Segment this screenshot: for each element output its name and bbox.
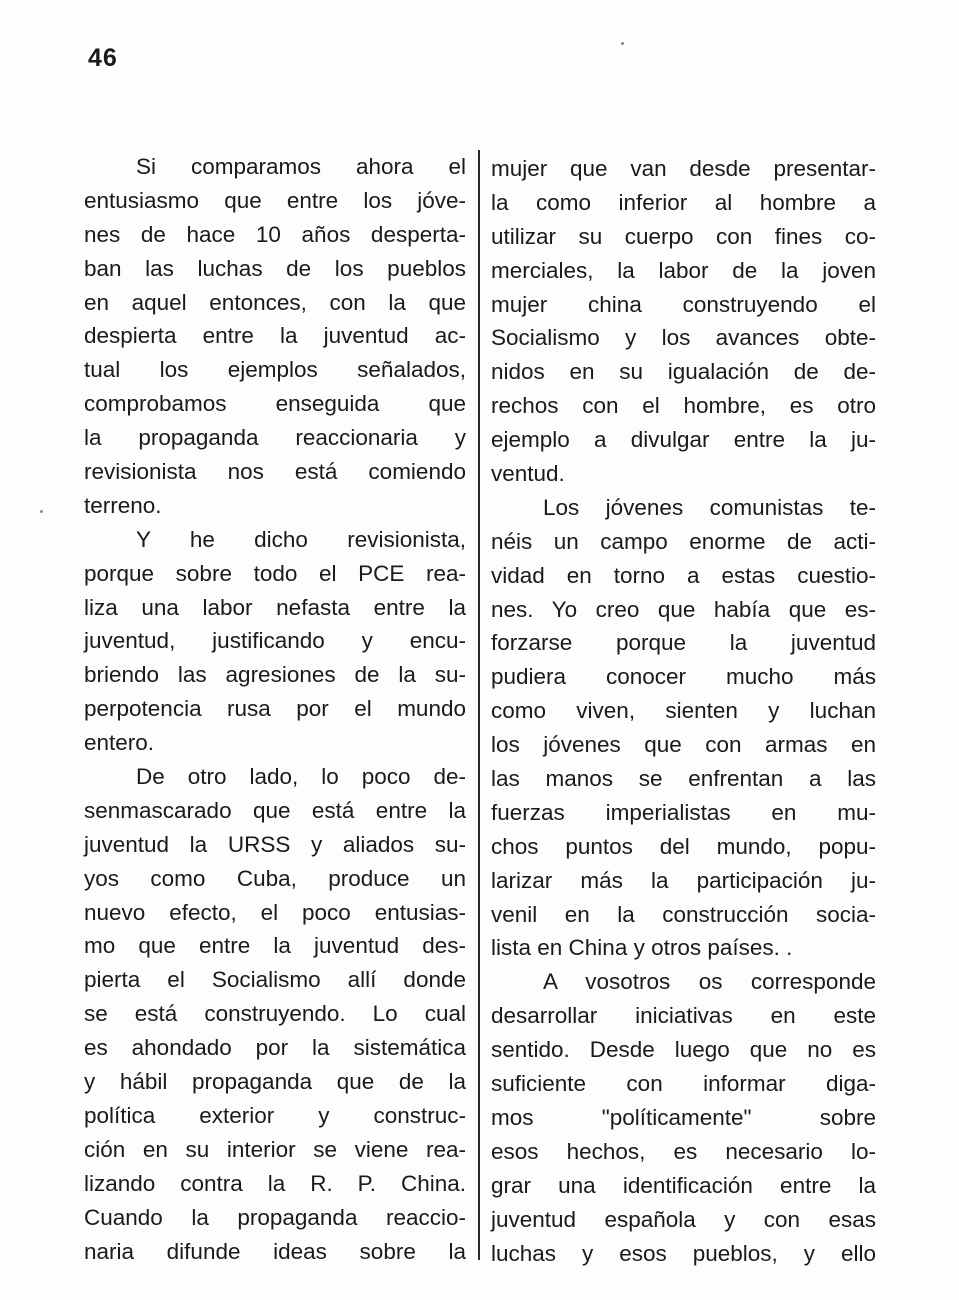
text-line: naria difunde ideas sobre la bbox=[84, 1238, 466, 1264]
scan-speck bbox=[621, 42, 624, 45]
text-line: Y he dicho revisionista, bbox=[136, 526, 466, 552]
text-line: venil en la construcción socia- bbox=[491, 901, 876, 927]
text-line: senmascarado que está entre la bbox=[84, 797, 466, 823]
text-line: tual los ejemplos señalados, bbox=[84, 357, 466, 383]
text-line: nuevo efecto, el poco entusias- bbox=[84, 899, 466, 925]
scan-speck bbox=[40, 510, 43, 513]
text-line: juventud la URSS y aliados su- bbox=[84, 831, 466, 857]
text-line: la como inferior al hombre a bbox=[491, 189, 876, 215]
text-line: A vosotros os corresponde bbox=[543, 969, 876, 995]
text-line: lista en China y otros países. . bbox=[491, 935, 793, 961]
text-line: vidad en torno a estas cuestio- bbox=[491, 562, 876, 588]
text-line: desarrollar iniciativas en este bbox=[491, 1003, 876, 1029]
text-line: entero. bbox=[84, 730, 155, 756]
text-line: De otro lado, lo poco de- bbox=[136, 764, 466, 790]
text-line: merciales, la labor de la joven bbox=[491, 257, 876, 283]
text-line: forzarse porque la juventud bbox=[491, 630, 876, 656]
text-line: pudiera conocer mucho más bbox=[491, 664, 876, 690]
text-line: liza una labor nefasta entre la bbox=[84, 594, 466, 620]
text-line: ejemplo a divulgar entre la ju- bbox=[491, 427, 876, 453]
text-line: nes. Yo creo que había que es- bbox=[491, 596, 876, 622]
text-line: en aquel entonces, con la que bbox=[84, 289, 466, 315]
text-line: política exterior y construc- bbox=[84, 1102, 466, 1128]
text-line: utilizar su cuerpo con fines co- bbox=[491, 223, 876, 249]
right-column bbox=[491, 152, 876, 1270]
text-line: comprobamos enseguida que bbox=[84, 391, 466, 417]
text-line: juventud, justificando y encu- bbox=[84, 628, 466, 654]
text-line: Socialismo y los avances obte- bbox=[491, 325, 876, 351]
left-column bbox=[84, 150, 466, 1268]
text-line: larizar más la participación ju- bbox=[491, 867, 876, 893]
text-line: nes de hace 10 años desperta- bbox=[84, 221, 466, 247]
text-line: rechos con el hombre, es otro bbox=[491, 393, 876, 419]
text-line: es ahondado por la sistemática bbox=[84, 1035, 466, 1061]
text-line: y hábil propaganda que de la bbox=[84, 1069, 466, 1095]
text-line: entusiasmo que entre los jóve- bbox=[84, 187, 466, 213]
text-line: ción en su interior se viene rea- bbox=[84, 1136, 466, 1162]
text-line: néis un campo enorme de acti- bbox=[491, 528, 876, 554]
text-line: las manos se enfrentan a las bbox=[491, 766, 876, 792]
text-line: como viven, sienten y luchan bbox=[491, 698, 876, 724]
column-divider bbox=[478, 150, 480, 1260]
text-line: grar una identificación entre la bbox=[491, 1172, 876, 1198]
text-line: pierta el Socialismo allí donde bbox=[84, 967, 466, 993]
text-line: mo que entre la juventud des- bbox=[84, 933, 466, 959]
text-line: mos "políticamente" sobre bbox=[491, 1104, 876, 1130]
text-line: se está construyendo. Lo cual bbox=[84, 1001, 466, 1027]
text-line: mujer que van desde presentar- bbox=[491, 156, 876, 181]
text-line: suficiente con informar diga- bbox=[491, 1071, 876, 1097]
text-line: briendo las agresiones de la su- bbox=[84, 662, 466, 688]
text-line: luchas y esos pueblos, y ello bbox=[491, 1240, 876, 1266]
text-line: fuerzas imperialistas en mu- bbox=[491, 799, 876, 825]
text-line: yos como Cuba, produce un bbox=[84, 865, 466, 891]
text-line: terreno. bbox=[84, 492, 162, 518]
text-line: chos puntos del mundo, popu- bbox=[491, 833, 876, 859]
text-line: nidos en su igualación de de- bbox=[491, 359, 876, 385]
text-line: despierta entre la juventud ac- bbox=[84, 323, 466, 349]
text-line: sentido. Desde luego que no es bbox=[491, 1037, 876, 1063]
text-line: porque sobre todo el PCE rea- bbox=[84, 560, 466, 586]
text-line: los jóvenes que con armas en bbox=[491, 732, 876, 758]
text-line: esos hechos, es necesario lo- bbox=[491, 1138, 876, 1164]
text-line: Si comparamos ahora el bbox=[136, 154, 466, 179]
text-line: Los jóvenes comunistas te- bbox=[543, 494, 876, 520]
text-line: perpotencia rusa por el mundo bbox=[84, 696, 466, 722]
text-line: ban las luchas de los pueblos bbox=[84, 255, 466, 281]
text-line: revisionista nos está comiendo bbox=[84, 459, 466, 485]
text-line: juventud española y con esas bbox=[491, 1206, 876, 1232]
text-line: Cuando la propaganda reaccio- bbox=[84, 1204, 466, 1230]
page-number: 46 bbox=[88, 44, 118, 72]
text-line: lizando contra la R. P. China. bbox=[84, 1170, 466, 1196]
text-line: ventud. bbox=[491, 461, 565, 487]
text-line: mujer china construyendo el bbox=[491, 291, 876, 317]
text-line: la propaganda reaccionaria y bbox=[84, 425, 466, 451]
